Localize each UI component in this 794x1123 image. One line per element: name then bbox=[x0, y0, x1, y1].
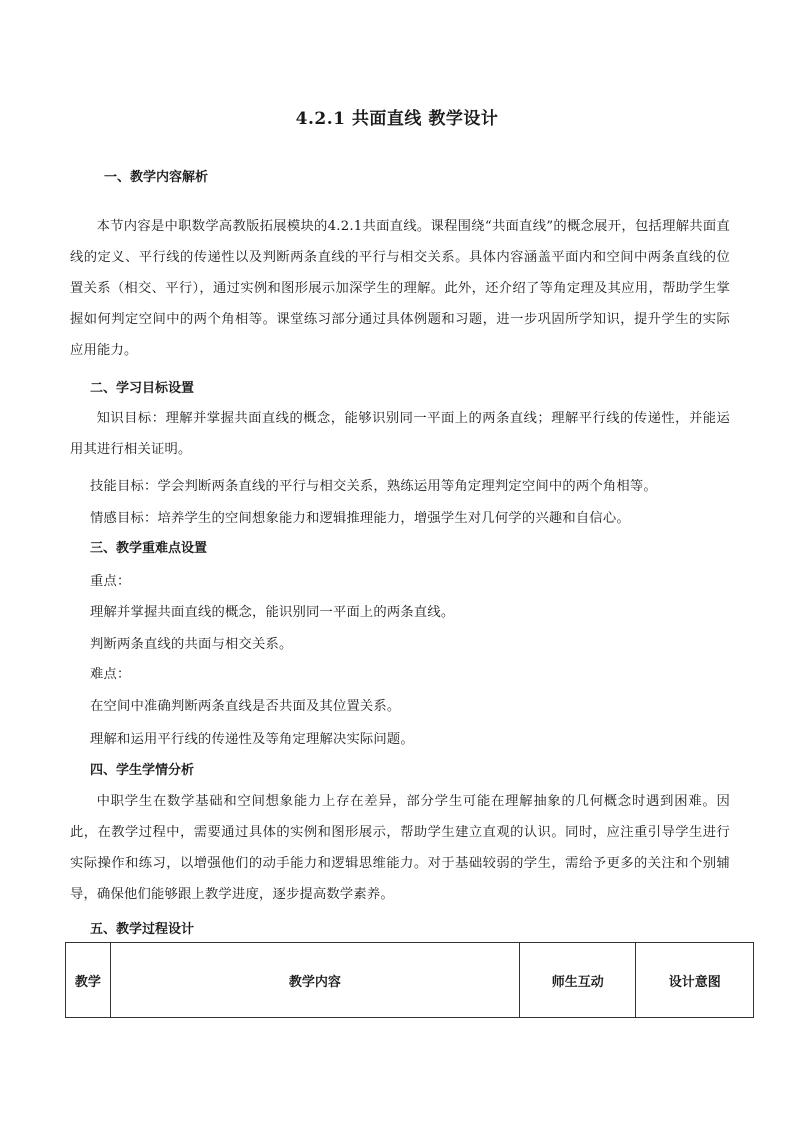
table-header-row bbox=[66, 943, 754, 1018]
difficult-points-label: 难点： bbox=[90, 667, 131, 682]
skill-objective-line: 技能目标：学会判断两条直线的平行与相交关系，熟练运用等角定理判定空间中的两个角相等。 bbox=[90, 479, 657, 494]
student-analysis-paragraph: 中职学生在数学基础和空间想象能力上存在差异，部分学生可能在理解抽象的几何概念时遇到困难。因此，在教学过程中，需要通过具体的实例和图形展示，帮助学生建立直观的认识。同时，应注重引导学生进行实际操作和练习，以增强他们的动手能力和逻辑思维能力。对于基础较弱的学生，需给予更多的关注和个别辅导，确保他们能够跟上教学进度，逐步提高数学素养。 bbox=[70, 794, 730, 902]
key-points-label: 重点： bbox=[90, 574, 131, 589]
teaching-process-table bbox=[65, 942, 754, 1018]
difficult-point-2: 理解和运用平行线的传递性及等角定理解决实际问题。 bbox=[90, 732, 414, 747]
content-analysis-paragraph: 本节内容是中职数学高教版拓展模块的4.2.1共面直线。课程围绕“共面直线”的概念展开，包括理解共面直线的定义、平行线的传递性以及判断两条直线的平行与相交关系。具体内容涵盖平面内和空间中两条直线的位置关系（相交、平行），通过实例和图形展示加深学生的理解。此外，还介绍了等角定理及其应用，帮助学生掌握如何判定空间中的两个角相等。课堂练习部分通过具体例题和习题，进一步巩固所学知识，提升学生的实际应用能力。 bbox=[70, 219, 730, 358]
section-heading-teaching-process: 五、教学过程设计 bbox=[90, 922, 195, 937]
key-point-2: 判断两条直线的共面与相交关系。 bbox=[90, 637, 293, 652]
emotion-objective-line: 情感目标：培养学生的空间想象能力和逻辑推理能力，增强学生对几何学的兴趣和自信心。 bbox=[90, 511, 630, 526]
knowledge-objective-paragraph: 知识目标：理解并掌握共面直线的概念，能够识别同一平面上的两条直线；理解平行线的传递性，并能运用其进行相关证明。 bbox=[70, 411, 730, 457]
section-heading-key-difficult-points: 三、教学重难点设置 bbox=[90, 541, 208, 556]
key-point-1: 理解并掌握共面直线的概念，能识别同一平面上的两条直线。 bbox=[90, 605, 455, 620]
document-title: 4.2.1 共面直线 教学设计 bbox=[295, 109, 499, 129]
column-header-content: 教学内容 bbox=[110, 943, 519, 1018]
column-header-stage: 教学 bbox=[66, 943, 111, 1018]
section-heading-content-analysis: 一、教学内容解析 bbox=[104, 170, 209, 185]
difficult-point-1: 在空间中准确判断两条直线是否共面及其位置关系。 bbox=[90, 699, 401, 714]
section-heading-student-analysis: 四、学生学情分析 bbox=[90, 763, 195, 778]
section-heading-learning-objectives: 二、学习目标设置 bbox=[90, 381, 195, 396]
column-header-interaction: 师生互动 bbox=[519, 943, 636, 1018]
column-header-design-intent: 设计意图 bbox=[636, 943, 754, 1018]
